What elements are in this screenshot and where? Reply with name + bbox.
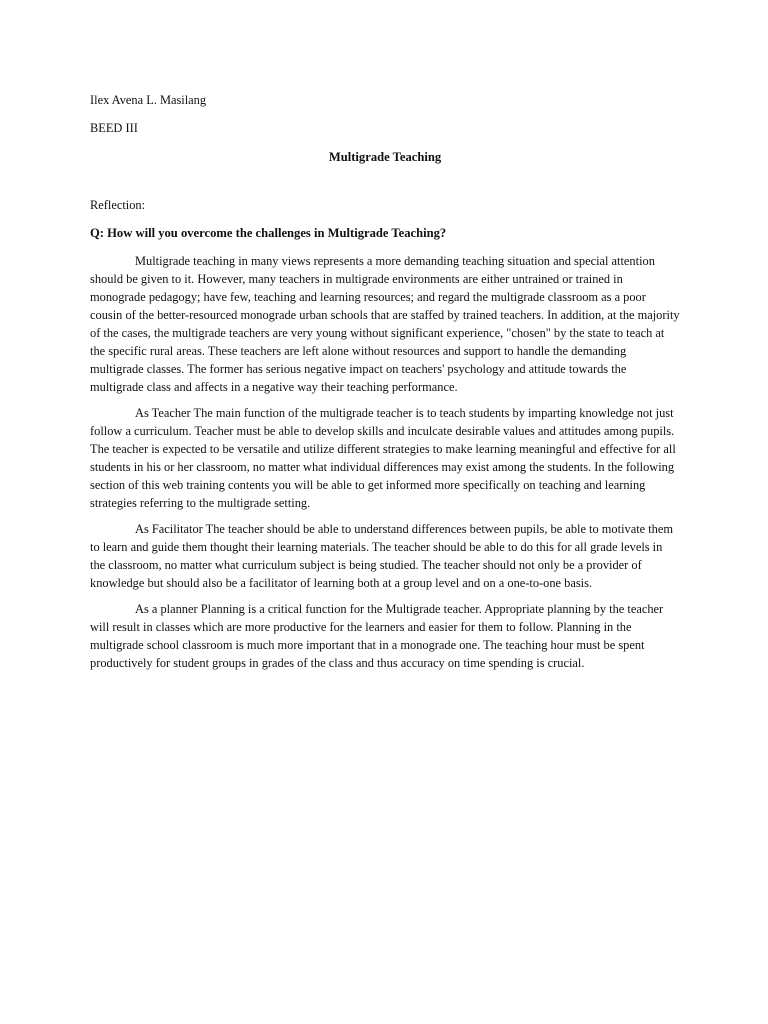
paragraph-as-teacher: As Teacher The main function of the multigrade teacher is to teach students by imparting knowledge not just follow a curriculum. Teacher must be able to develop skills and inculcate desirable values and attitudes among pupils. The teacher is expected to be versatile and utilize different strategies to make learning meaningful and effective for all students in his or her classroom, no matter what individual differences may exist among the students. In the following section of this web training contents you will be able to get informed more specifically on teaching and learning strategies referring to the multigrade setting. (90, 406, 676, 510)
question-heading: Q: How will you overcome the challenges in Multigrade Teaching? (90, 226, 447, 240)
paragraph-intro: Multigrade teaching in many views represents a more demanding teaching situation and special attention should be given to it. However, many teachers in multigrade environments are either untrained or trained in monograde pedagogy; have few, teaching and learning resources; and regard the multigrade classroom as a poor cousin of the better-resourced monograde urban schools that are staffed by trained teachers. In addition, at the majority of the cases, the multigrade teachers are very young without significant experience, "chosen" by the state to teach at the specific rural areas. These teachers are left alone without resources and support to handle the demanding multigrade classes. The former has serious negative impact on teachers' psychology and attitude towards the multigrade class and affects in a negative way their teaching performance. (90, 254, 680, 394)
document-content (90, 91, 680, 672)
section-label: Reflection: (90, 198, 146, 212)
paragraph-as-facilitator: As Facilitator The teacher should be able to understand differences between pupils, be able to motivate them to learn and guide them thought their learning materials. The teacher should be able to do this for all grade levels in the classroom, no matter what curriculum subject is being studied. The teacher should not only be a provider of knowledge but should also be a facilitator of learning both at a group level and on a one-to-one basis. (90, 522, 674, 590)
document-title: Multigrade Teaching (328, 150, 442, 164)
author-name: Ilex Avena L. Masilang (90, 93, 207, 107)
paragraph-as-planner: As a planner Planning is a critical function for the Multigrade teacher. Appropriate planning by the teacher will result in classes which are more productive for the learners and easier for them to follow. Planning in the multigrade school classroom is much more important that in a monograde one. The teaching hour must be spent productively for student groups in grades of the class and thus accuracy on time spending is crucial. (90, 602, 664, 670)
class-level: BEED III (90, 121, 138, 135)
